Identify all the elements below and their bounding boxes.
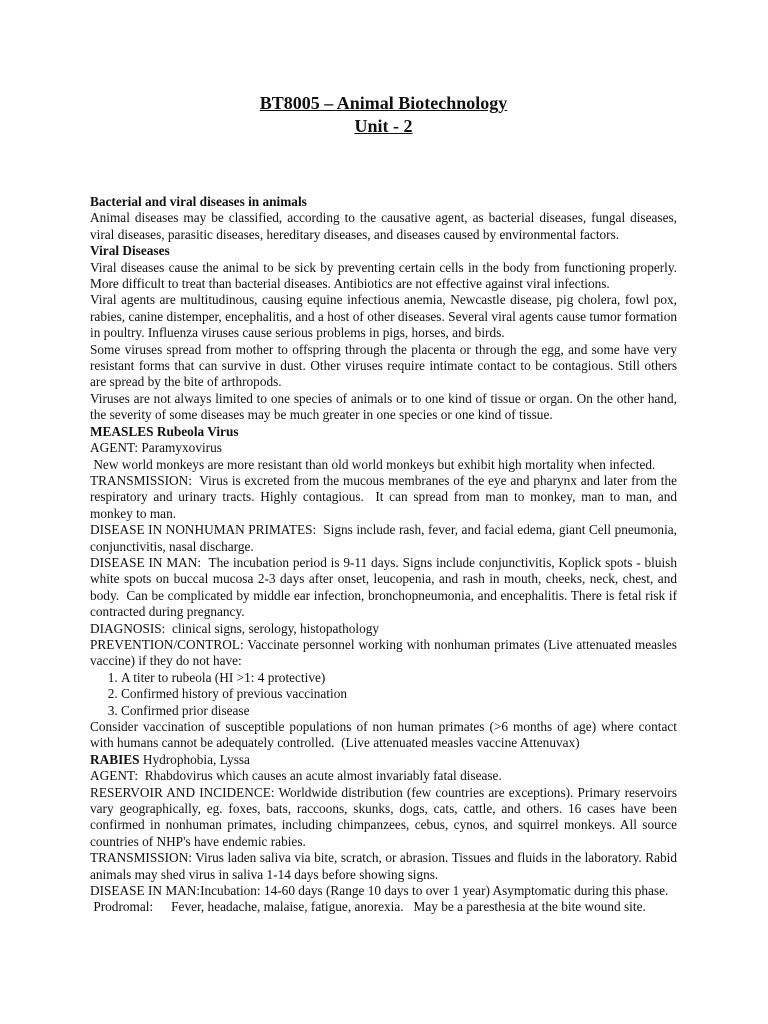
unit-title: Unit - 2 (354, 116, 413, 136)
measles-nonhuman: DISEASE IN NONHUMAN PRIMATES: Signs include rash, fever, and facial edema, giant Cell pneumonia, conjunctivitis, nasal discharge. (90, 522, 681, 554)
rabies-heading-rest: Hydrophobia, Lyssa (139, 751, 250, 767)
measles-prevention: PREVENTION/CONTROL: Vaccinate personnel working with nonhuman primates (Live attenuated measles vaccine) if they do not have: (90, 636, 677, 669)
prodromal-text: Fever, headache, malaise, fatigue, anorexia. May be a paresthesia at the bite wound site. (171, 899, 646, 915)
paragraph: Some viruses spread from mother to offspring through the placenta or through the egg, and some have very resistant forms that can survive in dust. Other viruses require intimate contact to be contagious. Still others are spread by the bite of arthropods. (90, 341, 677, 390)
viral-diseases-heading: Viral Diseases (90, 243, 170, 259)
rabies-agent: AGENT: Rhabdovirus which causes an acute almost invariably fatal disease. (90, 768, 502, 784)
paragraph: Viral diseases cause the animal to be sick by preventing certain cells in the body from functioning properly. More difficult to treat than bacterial diseases. Antibiotics are not effective against viral infections. (90, 259, 677, 292)
list-item: 1. A titer to rubeola (HI >1: 4 protective) (121, 670, 677, 686)
rabies-heading-bold: RABIES (90, 751, 140, 767)
section-heading: Bacterial and viral diseases in animals (90, 194, 307, 209)
measles-transmission: TRANSMISSION: Virus is excreted from the mucous membranes of the eye and pharynx and later from the respiratory and urinary tracts. Highly contagious. It can spread from man to monkey, man to man, and monkey to man. (90, 472, 681, 521)
rabies-man: DISEASE IN MAN:Incubation: 14-60 days (Range 10 days to over 1 year) Asymptomatic during this phase. (90, 883, 669, 899)
rabies-prodromal (90, 899, 677, 915)
list-item: 2. Confirmed history of previous vaccination (121, 686, 677, 702)
paragraph: Viruses are not always limited to one species of animals or to one kind of tissue or organ. On the other hand, the severity of some diseases may be much greater in one species or one kind of tissue. (90, 390, 677, 423)
rabies-heading (90, 752, 677, 768)
measles-diagnosis: DIAGNOSIS: clinical signs, serology, histopathology (90, 620, 380, 636)
measles-man: DISEASE IN MAN: The incubation period is 9-11 days. Signs include conjunctivitis, Koplick spots - bluish white spots on buccal mucosa 2-3 days after onset, leucopenia, and rash in mouth, cheeks, neck, chest, and body. Can be complicated by middle ear infection, bronchopneumonia, and encephalitis. There is fetal risk if contracted during pregnancy. (90, 554, 681, 620)
measles-consider: Consider vaccination of susceptible populations of non human primates (>6 months of age) where contact with humans cannot be adequately controlled. (Live attenuated measles vaccine Attenuvax) (90, 719, 681, 751)
paragraph: Viral agents are multitudinous, causing equine infectious anemia, Newcastle disease, pig cholera, fowl pox, rabies, canine distemper, encephalitis, and a host of other diseases. Several viral agents cause tumor formation in poultry. Influenza viruses cause serious problems in pigs, horses, and birds. (90, 292, 677, 341)
rabies-transmission: TRANSMISSION: Virus laden saliva via bite, scratch, or abrasion. Tissues and fluids in the laboratory. Rabid animals may shed virus in saliva 1-14 days before showing signs. (90, 850, 677, 882)
rabies-reservoir: RESERVOIR AND INCIDENCE: Worldwide distribution (few countries are exceptions). Primary reservoirs vary geographically, eg. foxes, bats, raccoons, skunks, dogs, cats, cattle, and others. 16 cases have been confirmed in nonhuman primates, including chimpanzees, cebus, cynos, and squirrel monkeys. All source countries of NHP's have endemic rabies. (90, 784, 677, 849)
list-item: 3. Confirmed prior disease (121, 703, 677, 719)
prevention-list (90, 670, 677, 719)
measles-heading: MEASLES Rubeola Virus (90, 423, 239, 439)
document-page (90, 92, 681, 916)
measles-note: New world monkeys are more resistant than old world monkeys but exhibit high mortality when infected. (90, 456, 656, 472)
paragraph: Animal diseases may be classified, according to the causative agent, as bacterial diseases, fungal diseases, viral diseases, parasitic diseases, hereditary diseases, and diseases caused by environmental factors. (90, 210, 677, 242)
prodromal-label: Prodromal: (90, 899, 154, 915)
measles-agent: AGENT: Paramyxovirus (90, 440, 222, 456)
document-title: BT8005 – Animal Biotechnology (259, 93, 508, 113)
